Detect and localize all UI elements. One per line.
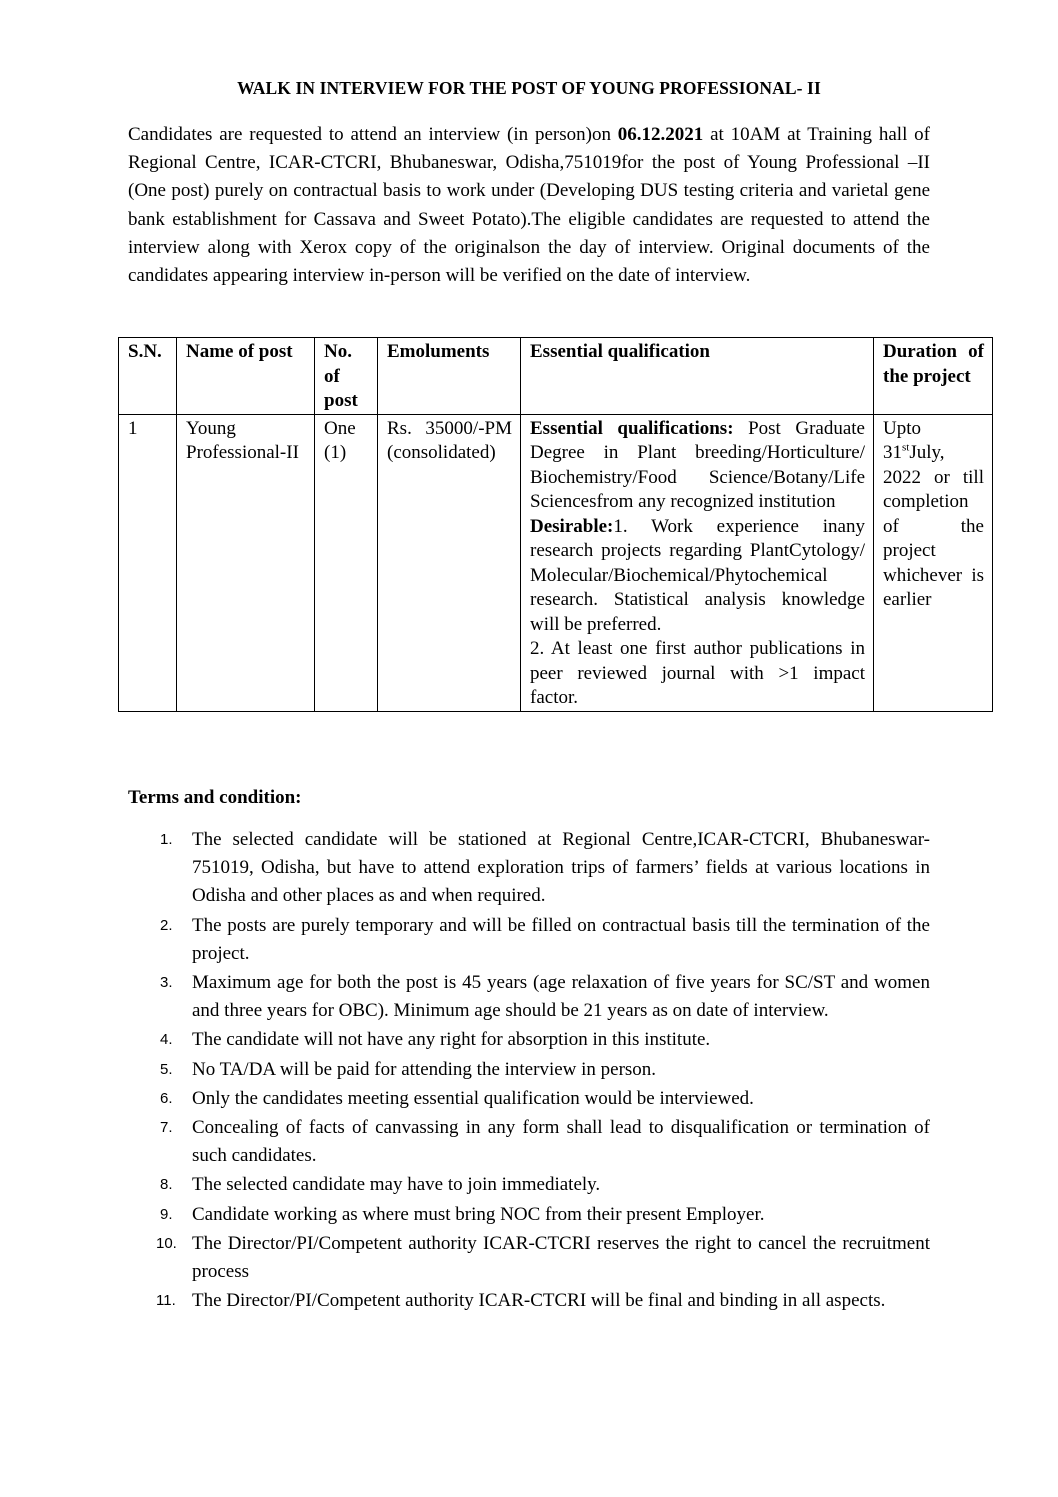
list-number: 2. bbox=[160, 916, 173, 934]
list-item bbox=[128, 1230, 930, 1286]
list-text: No TA/DA will be paid for attending the interview in person. bbox=[192, 1058, 657, 1080]
list-text: The Director/PI/Competent authority ICAR-CTCRI reserves the right to cancel the recruitment process bbox=[192, 1232, 930, 1283]
list-number: 6. bbox=[160, 1089, 173, 1107]
list-number: 9. bbox=[160, 1205, 173, 1223]
list-text: Only the candidates meeting essential qualification would be interviewed. bbox=[192, 1087, 754, 1109]
list-item bbox=[128, 1085, 930, 1113]
table-row bbox=[119, 414, 993, 711]
intro-text-part1: Candidates are requested to attend an interview (in person)on bbox=[128, 124, 618, 145]
intro-text-part2: at 10AM at Training hall of Regional Centre, ICAR-CTCRI, Bhubaneswar, Odisha,751019for the post of Young Professional –II (One post) purely on contractual basis to work under (Developing DUS testing criteria and varietal gene bank establishment for Cassava and Sweet Potato).The eligible candidates are requested to attend the interview along with Xerox copy of the originalson the day of interview. Original documents of the candidates appearing interview in-person will be verified on the date of interview. bbox=[128, 124, 930, 287]
list-number: 3. bbox=[160, 974, 173, 992]
list-item bbox=[128, 1201, 930, 1229]
terms-list bbox=[128, 826, 930, 1316]
list-item bbox=[128, 1171, 930, 1199]
list-text: Maximum age for both the post is 45 years (age relaxation of five years for SC/ST and women and three years for OBC). Minimum age should be 21 years as on date of interview. bbox=[192, 972, 930, 1022]
list-item bbox=[128, 1114, 930, 1170]
list-text: The candidate will not have any right for absorption in this institute. bbox=[192, 1029, 711, 1051]
cell-emoluments: Rs. 35000/-PM (consolidated) bbox=[378, 414, 521, 711]
list-text: The Director/PI/Competent authority ICAR-CTCRI will be final and binding in all aspects. bbox=[192, 1290, 886, 1312]
list-number: 4. bbox=[160, 1031, 173, 1049]
list-number: 8. bbox=[160, 1176, 173, 1194]
duration-text-b: July, 2022 or till completion of the project whichever is earlier bbox=[883, 442, 984, 610]
interview-date: 06.12.2021 bbox=[617, 124, 704, 145]
cell-duration bbox=[874, 414, 993, 711]
table-header-row bbox=[119, 338, 993, 415]
list-text: Candidate working as where must bring NOC from their present Employer. bbox=[192, 1203, 765, 1225]
list-number: 5. bbox=[160, 1060, 173, 1078]
page-title: WALK IN INTERVIEW FOR THE POST OF YOUNG PROFESSIONAL- II bbox=[237, 78, 821, 98]
header-no-of-post: No. of post bbox=[315, 338, 378, 415]
essential-label: Essential qualifications: bbox=[530, 417, 734, 439]
list-text: The selected candidate will be stationed at Regional Centre,ICAR-CTCRI, Bhubaneswar-751019, Odisha, but have to attend exploration trips of farmers’ fields at various locations in Odisha and other places as and when required. bbox=[192, 829, 930, 907]
list-number: 10. bbox=[156, 1234, 177, 1252]
post-details-table bbox=[118, 337, 993, 712]
list-text: The posts are purely temporary and will be filled on contractual basis till the termination of the project. bbox=[192, 914, 930, 964]
list-text: Concealing of facts of canvassing in any form shall lead to disqualification or termination of such candidates. bbox=[192, 1117, 930, 1167]
intro-paragraph bbox=[128, 121, 930, 290]
list-item bbox=[128, 1287, 930, 1315]
list-number: 7. bbox=[160, 1119, 173, 1137]
header-sn: S.N. bbox=[119, 338, 177, 415]
list-item bbox=[128, 1056, 930, 1084]
list-number: 1. bbox=[160, 831, 173, 848]
list-item bbox=[128, 826, 930, 911]
cell-name-of-post: Young Professional-II bbox=[177, 414, 315, 711]
duration-text-a: Upto 31 bbox=[883, 417, 921, 463]
cell-sn: 1 bbox=[119, 414, 177, 711]
essential-text: Post Graduate Degree in Plant breeding/Horticulture/ Biochemistry/Food Science/Botany/Life Sciencesfrom any recognized institution bbox=[530, 417, 865, 512]
cell-essential-qualification bbox=[521, 414, 874, 711]
header-name-of-post: Name of post bbox=[177, 338, 315, 415]
essential-block bbox=[530, 417, 865, 515]
list-item bbox=[128, 912, 930, 968]
list-item bbox=[128, 1026, 930, 1054]
desirable-block bbox=[530, 515, 865, 638]
desirable-text: 1. Work experience inany research projects regarding PlantCytology/ Molecular/Biochemical/Phytochemical research. Statistical analysis knowledge will be preferred. bbox=[530, 515, 865, 635]
terms-heading: Terms and condition: bbox=[128, 787, 302, 808]
header-essential-qualification: Essential qualification bbox=[521, 338, 874, 415]
list-text: The selected candidate may have to join immediately. bbox=[192, 1174, 601, 1196]
list-item bbox=[128, 969, 930, 1025]
desirable-label: Desirable: bbox=[530, 515, 614, 537]
header-emoluments: Emoluments bbox=[378, 338, 521, 415]
desirable-text-2: 2. At least one first author publications in peer reviewed journal with >1 impact factor. bbox=[530, 638, 865, 708]
duration-sup: st bbox=[902, 441, 910, 454]
list-number: 11. bbox=[156, 1292, 176, 1310]
header-duration: Duration of the project bbox=[874, 338, 993, 415]
cell-no-of-post: One (1) bbox=[315, 414, 378, 711]
